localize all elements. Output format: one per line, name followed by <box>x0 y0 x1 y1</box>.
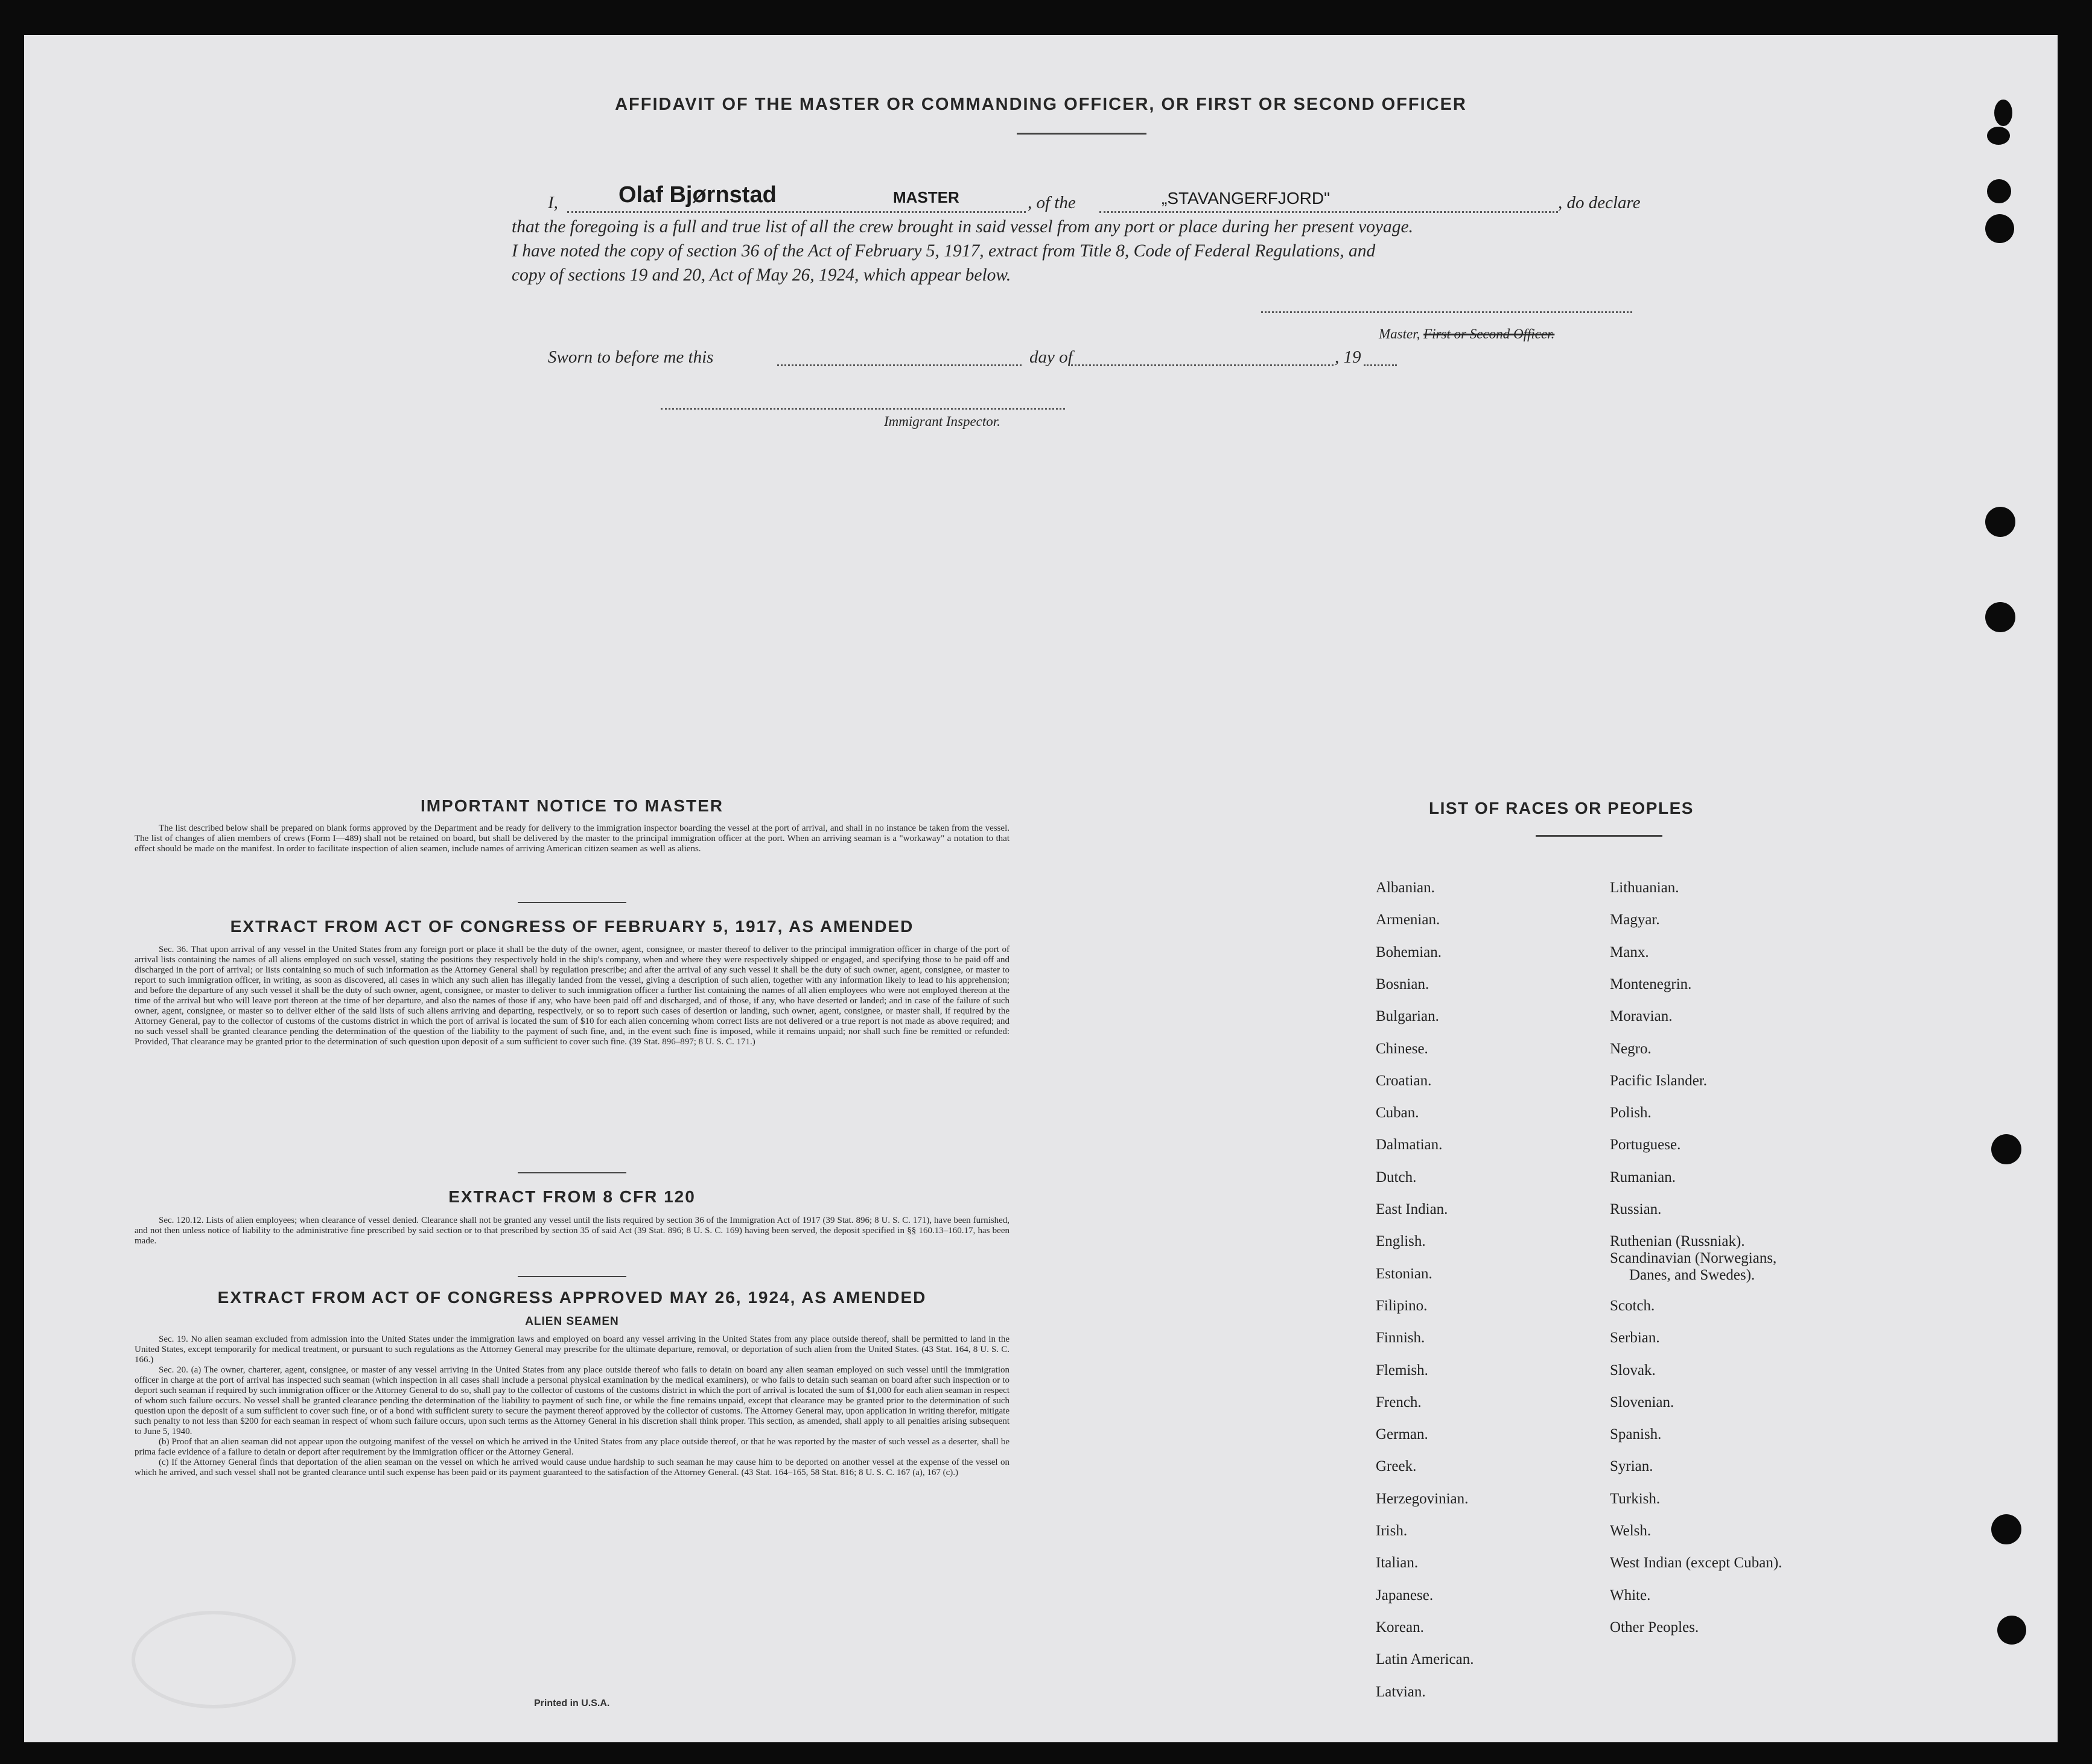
race-item: Dutch. <box>1376 1169 1417 1185</box>
master-label: Master, <box>1379 326 1420 341</box>
faded-stamp <box>132 1611 296 1708</box>
affidavit-line-4: copy of sections 19 and 20, Act of May 26, 1924, which appear below. <box>512 265 1011 285</box>
alien-seamen-subtitle: ALIEN SEAMEN <box>525 1315 619 1328</box>
race-item: Montenegrin. <box>1610 976 1692 992</box>
race-item: Finnish. <box>1376 1330 1425 1347</box>
race-item: West Indian (except Cuban). <box>1610 1555 1782 1572</box>
races-title: LIST OF RACES OR PEOPLES <box>1429 799 1694 817</box>
printed-in-usa: Printed in U.S.A. <box>534 1698 610 1708</box>
race-item: Dalmatian. <box>1376 1137 1443 1153</box>
binder-hole <box>1985 214 2014 243</box>
race-item: Polish. <box>1610 1105 1652 1122</box>
year-label: , 19 <box>1335 347 1361 367</box>
document-page <box>24 35 2058 1742</box>
extract-cfr-body <box>135 1216 1009 1246</box>
extract-1917-divider <box>518 1172 626 1173</box>
vessel-name: „STAVANGERFJORD" <box>1162 189 1331 208</box>
race-item: East Indian. <box>1376 1201 1448 1217</box>
race-item: Irish. <box>1376 1523 1408 1539</box>
race-item: Croatian. <box>1376 1072 1432 1089</box>
race-item: Ruthenian (Russniak). <box>1610 1233 1745 1250</box>
race-item: White. <box>1610 1587 1651 1604</box>
race-item: English. <box>1376 1233 1426 1250</box>
race-item: Herzegovinian. <box>1376 1490 1469 1507</box>
binder-hole <box>1987 179 2011 203</box>
master-name: Olaf Bjørnstad <box>618 182 777 208</box>
race-item: Estonian. <box>1376 1265 1432 1282</box>
race-item: Manx. <box>1610 944 1649 960</box>
notice-body <box>135 823 1009 854</box>
section-20b-text: (b) Proof that an alien seaman did not appear upon the outgoing manifest of the vessel on which he arrived in the United States from any place outside thereof, or that he was reported by the master of such vessel as a deserter, shall be prima facie evidence of a failure to detain or deport after requirement by the immigration officer or the Attorney General. <box>135 1437 1009 1457</box>
race-item: Other Peoples. <box>1610 1619 1699 1636</box>
race-item: Chinese. <box>1376 1040 1428 1057</box>
sworn-month-line <box>1068 351 1334 366</box>
extract-cfr-divider <box>518 1276 626 1277</box>
races-divider <box>1536 835 1662 837</box>
binder-hole <box>1985 507 2015 537</box>
race-item: Italian. <box>1376 1555 1419 1572</box>
race-item: Negro. <box>1610 1040 1652 1057</box>
notice-text: The list described below shall be prepared on blank forms approved by the Department and be ready for delivery to the immigration inspector boarding the vessel at the port of arrival, and shall in no instance be taken from the vessel. The list of changes of alien members of crews (Form I—489) shall not be retained on board, but shall be delivered by the master to the principal immigration officer at the port. When an arriving seaman is a "workaway" a notation to that effect should be made on the manifest. In order to facilitate inspection of alien seamen, include names of arriving American citizen seamen as well as aliens. <box>135 823 1009 854</box>
race-item: French. <box>1376 1394 1422 1410</box>
affidavit-line-2: that the foregoing is a full and true list of all the crew brought in said vessel from any port or place during her present voyage. <box>512 217 1413 236</box>
sworn-year-line <box>1364 351 1397 366</box>
race-item: Welsh. <box>1610 1523 1652 1539</box>
race-item: Filipino. <box>1376 1297 1428 1314</box>
race-item: Turkish. <box>1610 1490 1661 1507</box>
race-item: German. <box>1376 1426 1428 1443</box>
race-item: Greek. <box>1376 1458 1417 1475</box>
race-item: Portuguese. <box>1610 1137 1681 1153</box>
of-the-label: , of the <box>1028 193 1076 212</box>
affidavit-line-3: I have noted the copy of section 36 of the Act of February 5, 1917, extract from Title 8, Code of Federal Regulations, and <box>512 241 1376 261</box>
race-item: Danes, and Swedes). <box>1629 1267 1755 1283</box>
binder-hole <box>1985 602 2015 632</box>
extract-1917-title: EXTRACT FROM ACT OF CONGRESS OF FEBRUARY 5, 1917, AS AMENDED <box>230 917 914 936</box>
race-item: Cuban. <box>1376 1105 1419 1122</box>
section-20a-text: Sec. 20. (a) The owner, charterer, agent, consignee, or master of any vessel arriving in the United States from any place outside thereof who fails to detain on board any alien seaman employed on such vessel until the immigration officer in charge at the port of arrival has inspected such seaman (which inspection in all cases shall include a personal physical examination by the medical examiners), or who fails to detain such seaman on board after such inspection or to deport such seaman if required by such immigration officer or the Attorney General to do so, shall pay to the collector of customs of the customs district in which the port of arrival is located the sum of $1,000 for each alien seaman in respect of whom such failure occurs. No vessel shall be granted clearance pending the determination of the liability to payment of such fine, or while the fine remains unpaid, except that clearance may be granted prior to the determination of such question upon the deposit of a sum sufficient to cover such fine, or of a bond with sufficient surety to secure the payment thereof approved by the collector of customs. The Attorney General may, upon application in writing therefor, mitigate such penalty to not less than $200 for each seaman in respect of whom such failure occurs, upon such terms as the Attorney General in his discretion shall think proper. This section, as amended, shall apply to all penalties arising subsequent to June 5, 1940. <box>135 1365 1009 1436</box>
race-item: Russian. <box>1610 1201 1662 1217</box>
race-item: Bohemian. <box>1376 944 1442 960</box>
master-rank: MASTER <box>893 188 959 206</box>
section-36-text: Sec. 36. That upon arrival of any vessel in the United States from any foreign port or place it shall be the duty of the owner, agent, consignee, or master thereof to deliver to the principal immigration officer in charge of the port of arrival lists containing the names of all aliens employed on such vessel, stating the positions they respectively hold in the ship's company, when and where they were respectively shipped or engaged, and specifying those to be paid off and discharged in the port of arrival; or lists containing so much of such information as the Attorney General shall by regulation prescribe; and after the arrival of any such vessel it shall be the duty of such owner, agent, consignee, or master to report to such immigration officer, in writing, as soon as discovered, all cases in which any such alien has illegally landed from the vessel, giving a description of such alien, together with any information likely to lead to his apprehension; and before the departure of any such vessel it shall be the duty of such owner, agent, consignee, or master to deliver to such immigration officer a further list containing the names of all alien employees who were not employed thereon at the time of the arrival but who will leave port thereon at the time of her departure, and also the names of those if any, who have been paid off and discharged, and of those, if any, who have deserted or landed; and in case of the failure of such owner, agent, consignee, or master so to deliver either of the said lists of such aliens arriving and departing, respectively, or so to report such cases of desertion or landing, such owner, agent, consignee, or master shall, if required by the Attorney General, pay to the collector of customs of the customs district in which the port of arrival is located the sum of $10 for each alien concerning whom correct lists are not delivered or a true report is not made as above required; and no such vessel shall be granted clearance pending the determination of the question of the liability to the payment of such fine, and, in the event such fine is imposed, while it remains unpaid; nor shall such fine be remitted or refunded: Provided, That clearance may be granted prior to the determination of such question upon deposit of a sum sufficient to cover such fine. (39 Stat. 896–897; 8 U. S. C. 171.) <box>135 945 1009 1047</box>
extract-1924-title: EXTRACT FROM ACT OF CONGRESS APPROVED MAY 26, 1924, AS AMENDED <box>217 1288 927 1307</box>
binder-hole <box>1991 1514 2021 1544</box>
race-item: Armenian. <box>1376 912 1440 928</box>
inspector-line <box>661 407 1065 410</box>
extract-1924-body <box>135 1334 1009 1478</box>
race-item: Japanese. <box>1376 1587 1434 1604</box>
race-item: Moravian. <box>1610 1008 1673 1025</box>
race-item: Pacific Islander. <box>1610 1072 1708 1089</box>
race-item: Magyar. <box>1610 912 1660 928</box>
race-item: Rumanian. <box>1610 1169 1676 1185</box>
race-item: Lithuanian. <box>1610 880 1679 896</box>
section-120-12-text: Sec. 120.12. Lists of alien employees; when clearance of vessel denied. Clearance shall not be granted any vessel until the lists required by section 36 of the Immigration Act of 1917 (39 Stat. 896; 8 U. S. C. 171), have been furnished, and not then unless notice of liability to the administrative fine prescribed by said section or to that prescribed by section 35 of said Act (39 Stat. 896; 8 U. S. C. 169) having been served, the deposit specified in §§ 160.13–160.17, has been made. <box>135 1216 1009 1246</box>
notice-divider <box>518 902 626 903</box>
inspector-label: Immigrant Inspector. <box>884 414 1000 429</box>
day-of-label: day of <box>1029 347 1073 367</box>
race-item: Latvian. <box>1376 1683 1426 1700</box>
race-item: Syrian. <box>1610 1458 1653 1475</box>
notice-title: IMPORTANT NOTICE TO MASTER <box>420 796 724 815</box>
race-item: Bulgarian. <box>1376 1008 1439 1025</box>
struck-officer-label: First or Second Officer. <box>1423 326 1555 341</box>
race-item: Scotch. <box>1610 1297 1655 1314</box>
binder-hole <box>1994 100 2012 126</box>
binder-hole <box>1987 127 2010 145</box>
race-item: Spanish. <box>1610 1426 1662 1443</box>
section-19-text: Sec. 19. No alien seaman excluded from admission into the United States under the immigration laws and employed on board any vessel arriving in the United States from any place outside thereof, shall be permitted to land in the United States, except temporarily for medical treatment, or pursuant to such regulations as the Attorney General may prescribe for the ultimate departure, removal, or deportation of such alien from the United States. (43 Stat. 164, 8 U. S. C. 166.) <box>135 1334 1009 1365</box>
signer-title <box>1379 326 1554 342</box>
race-item: Flemish. <box>1376 1362 1428 1379</box>
race-item: Serbian. <box>1610 1330 1660 1347</box>
title-divider <box>1017 133 1146 135</box>
binder-hole <box>1991 1134 2021 1164</box>
sworn-label: Sworn to before me this <box>548 347 714 367</box>
extract-cfr-title: EXTRACT FROM 8 CFR 120 <box>448 1187 696 1206</box>
race-item: Slovenian. <box>1610 1394 1674 1410</box>
do-declare-label: , do declare <box>1558 193 1641 212</box>
race-item: Korean. <box>1376 1619 1424 1636</box>
affidavit-title: AFFIDAVIT OF THE MASTER OR COMMANDING OFFICER, OR FIRST OR SECOND OFFICER <box>615 95 1467 114</box>
race-item: Latin American. <box>1376 1651 1474 1668</box>
i-label: I, <box>548 193 558 212</box>
section-20c-text: (c) If the Attorney General finds that deportation of the alien seaman on the vessel on which he arrived would cause undue hardship to such seaman he may cause him to be deported on another vessel at the expense of the vessel on which he arrived, and such vessel shall not be granted clearance until such expense has been paid or its payment guaranteed to the satisfaction of the Attorney General. (43 Stat. 164–165, 58 Stat. 816; 8 U. S. C. 167 (a), 167 (c).) <box>135 1458 1009 1477</box>
sworn-day-line <box>777 351 1022 366</box>
binder-hole <box>1997 1616 2026 1645</box>
race-item: Slovak. <box>1610 1362 1656 1379</box>
race-item: Albanian. <box>1376 880 1435 896</box>
race-item: Bosnian. <box>1376 976 1429 992</box>
extract-1917-body <box>135 945 1009 1047</box>
signature-line <box>1261 310 1632 313</box>
race-item: Scandinavian (Norwegians, <box>1610 1250 1777 1266</box>
